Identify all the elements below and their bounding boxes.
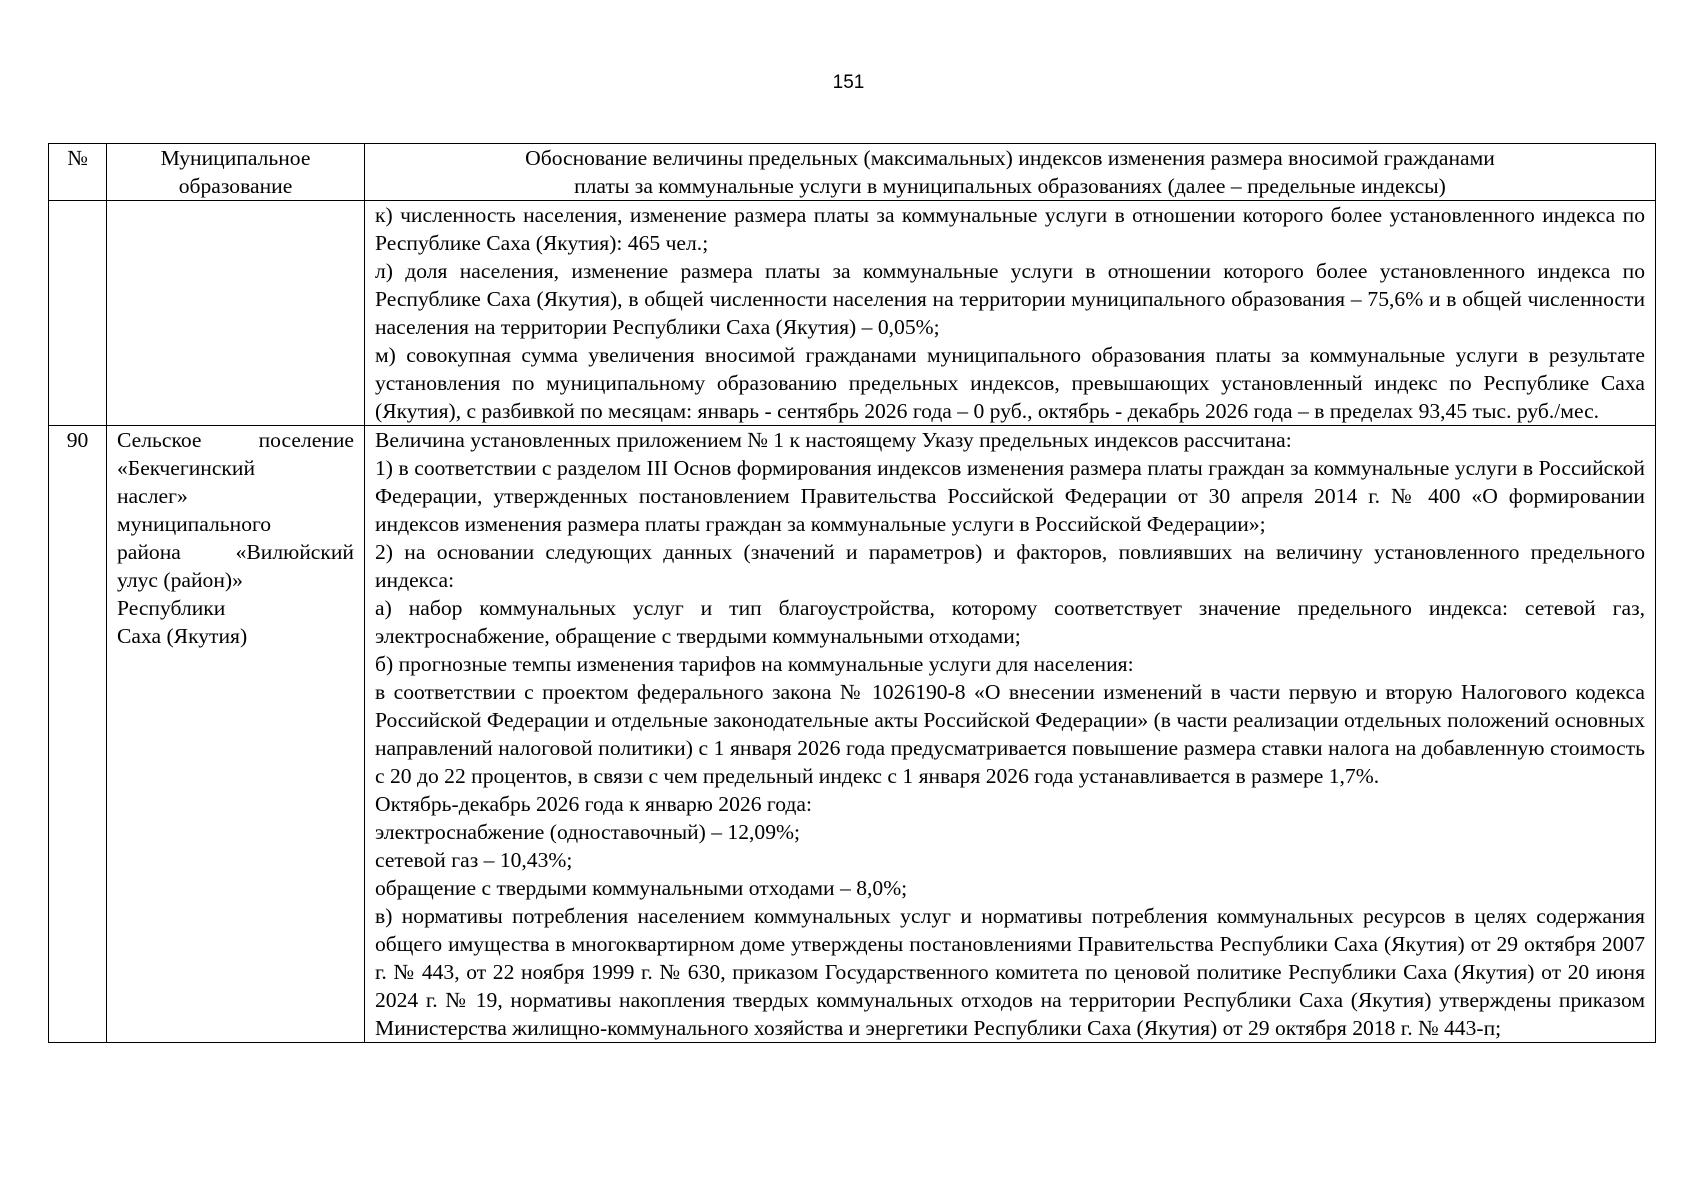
paragraph-l: л) доля населения, изменение размера платы за коммунальные услуги в отношении которого более установленного индекса по Республике Саха (Якутия), в общей численности населения на территории муниципального образования – 75,6% и в общей численности населения на территории Республики Саха (Якутия) – 0,05%;	[375, 259, 1645, 339]
paragraph-b: б) прогнозные темпы изменения тарифов на коммунальные услуги для населения:	[375, 652, 1134, 676]
table-header-row	[49, 144, 1656, 201]
paragraph-electricity: электроснабжение (одноставочный) – 12,09%;	[375, 820, 801, 844]
page-number: 151	[832, 72, 865, 93]
municipality-cell	[107, 426, 365, 1043]
paragraph-k: к) численность населения, изменение размера платы за коммунальные услуги в отношении которого более установленного индекса по Республике Саха (Якутия): 465 чел.;	[375, 203, 1645, 255]
paragraph-a: а) набор коммунальных услуг и тип благоустройства, которому соответствует значение предельного индекса: сетевой газ, электроснабжение, обращение с твердыми коммунальными отходами;	[375, 596, 1645, 648]
paragraph-1: 1) в соответствии с разделом III Основ формирования индексов изменения размера платы граждан за коммунальные услуги в Российской Федерации, утвержденных постановлением Правительства Российской Федерации от 30 апреля 2014 г. № 400 «О формировании индексов изменения размера платы граждан за коммунальные услуги в Российской Федерации»;	[375, 456, 1645, 536]
header-municipality-line-1: Муниципальное	[160, 146, 311, 170]
header-municipality	[107, 144, 365, 201]
municipality-line: Республики	[117, 596, 226, 620]
justification-cell	[365, 201, 1656, 426]
municipality-line: «Бекчегинский	[117, 456, 256, 480]
municipality-line: улус (район)»	[117, 568, 243, 592]
municipality-line: Саха (Якутия)	[117, 624, 248, 648]
header-municipality-line-2: образование	[178, 174, 293, 198]
paragraph-waste: обращение с твердыми коммунальными отходами – 8,0%;	[375, 876, 908, 900]
header-number: №	[49, 144, 107, 201]
row-number-cell: 90	[49, 426, 107, 1043]
header-justification-line-1: Обоснование величины предельных (максимальных) индексов изменения размера вносимой гражданами	[525, 146, 1495, 170]
paragraph-2: 2) на основании следующих данных (значений и параметров) и факторов, повлиявших на величину установленного предельного индекса:	[375, 540, 1645, 592]
table-row	[49, 201, 1656, 426]
municipality-line: наслег»	[117, 484, 188, 508]
header-justification-line-2: платы за коммунальные услуги в муниципальных образованиях (далее – предельные индексы)	[574, 174, 1446, 198]
row-number-cell	[49, 201, 107, 426]
paragraph-m: м) совокупная сумма увеличения вносимой гражданами муниципального образования платы за коммунальные услуги в результате установления по муниципальному образованию предельных индексов, превышающих установленный индекс по Республике Саха (Якутия), с разбивкой по месяцам: январь - сентябрь 2026 года – 0 руб., октябрь - декабрь 2026 года – в пределах 93,45 тыс. руб./мес.	[375, 343, 1645, 423]
header-justification	[365, 144, 1656, 201]
municipality-line: Сельское поселение	[117, 428, 354, 452]
municipality-line: муниципального	[117, 512, 272, 536]
municipality-cell	[107, 201, 365, 426]
paragraph-intro: Величина установленных приложением № 1 к настоящему Указу предельных индексов рассчитана:	[375, 428, 1292, 452]
table-row	[49, 426, 1656, 1043]
paragraph-period: Октябрь-декабрь 2026 года к январю 2026 года:	[375, 792, 812, 816]
paragraph-v: в) нормативы потребления населением коммунальных услуг и нормативы потребления коммунальных ресурсов в целях содержания общего имущества в многоквартирном доме утверждены постановлениями Правительства Республики Саха (Якутия) от 29 октября 2007 г. № 443, от 22 ноября 1999 г. № 630, приказом Государственного комитета по ценовой политике Республики Саха (Якутия) от 20 июня 2024 г. № 19, нормативы накопления твердых коммунальных отходов на территории Республики Саха (Якутия) утверждены приказом Министерства жилищно-коммунального хозяйства и энергетики Республики Саха (Якутия) от 29 октября 2018 г. № 443-п;	[375, 904, 1645, 1040]
municipality-line: района «Вилюйский	[117, 540, 354, 564]
paragraph-vat-law: в соответствии с проектом федерального закона № 1026190-8 «О внесении изменений в части первую и вторую Налогового кодекса Российской Федерации и отдельные законодательные акты Российской Федерации» (в части реализации отдельных положений основных направлений налоговой политики) с 1 января 2026 года предусматривается повышение размера ставки налога на добавленную стоимость с 20 до 22 процентов, в связи с чем предельный индекс с 1 января 2026 года устанавливается в размере 1,7%.	[375, 680, 1645, 788]
index-justification-table	[48, 143, 1656, 1043]
paragraph-gas: сетевой газ – 10,43%;	[375, 848, 573, 872]
justification-cell	[365, 426, 1656, 1043]
